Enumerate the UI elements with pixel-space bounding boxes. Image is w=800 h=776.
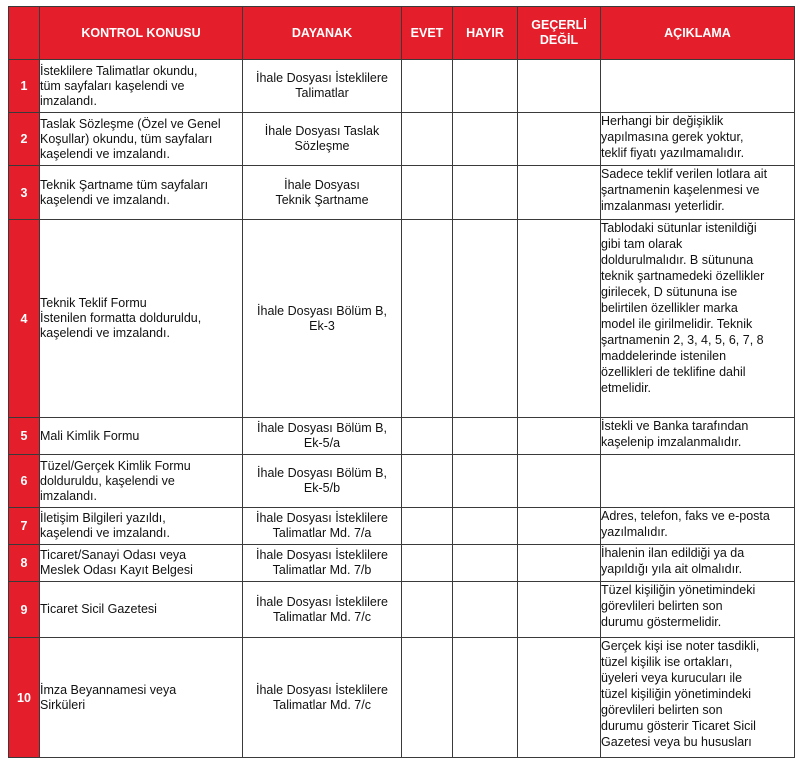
no-checkbox-cell[interactable] — [453, 638, 518, 758]
row-number: 10 — [9, 638, 40, 758]
control-checklist-table — [8, 6, 795, 758]
control-topic: Tüzel/Gerçek Kimlik Formu dolduruldu, kaşelendi ve imzalandı. — [40, 455, 243, 508]
yes-checkbox-cell[interactable] — [402, 60, 453, 113]
basis-reference: İhale Dosyası Teknik Şartname — [243, 166, 402, 220]
not-applicable-checkbox-cell[interactable] — [518, 113, 601, 166]
control-topic: Teknik Şartname tüm sayfaları kaşelendi ve imzalandı. — [40, 166, 243, 220]
table-row — [9, 455, 795, 508]
explanation: İstekli ve Banka tarafından kaşelenip imzalanmalıdır. — [601, 418, 795, 455]
control-topic: İsteklilere Talimatlar okundu, tüm sayfaları kaşelendi ve imzalandı. — [40, 60, 243, 113]
row-number: 7 — [9, 508, 40, 545]
no-checkbox-cell[interactable] — [453, 582, 518, 638]
table-row — [9, 582, 795, 638]
header-basis: DAYANAK — [243, 7, 402, 60]
row-number: 2 — [9, 113, 40, 166]
explanation: Tüzel kişiliğin yönetimindeki görevlileri belirten son durumu göstermelidir. — [601, 582, 795, 638]
table-row — [9, 545, 795, 582]
explanation: İhalenin ilan edildiği ya da yapıldığı yıla ait olmalıdır. — [601, 545, 795, 582]
header-row — [9, 7, 795, 60]
no-checkbox-cell[interactable] — [453, 220, 518, 418]
not-applicable-checkbox-cell[interactable] — [518, 508, 601, 545]
row-number: 4 — [9, 220, 40, 418]
not-applicable-checkbox-cell[interactable] — [518, 455, 601, 508]
basis-reference: İhale Dosyası Bölüm B, Ek-5/b — [243, 455, 402, 508]
control-topic: Ticaret Sicil Gazetesi — [40, 582, 243, 638]
header-explanation: AÇIKLAMA — [601, 7, 795, 60]
explanation: Gerçek kişi ise noter tasdikli, tüzel kişilik ise ortakları, üyeleri veya kurucuları ile tüzel kişiliğin yönetimindeki görevlileri belirten son durumu gösterir Ticaret Sicil Gazetesi veya bu hususları — [601, 638, 795, 758]
yes-checkbox-cell[interactable] — [402, 638, 453, 758]
explanation: Adres, telefon, faks ve e-posta yazılmalıdır. — [601, 508, 795, 545]
not-applicable-checkbox-cell[interactable] — [518, 220, 601, 418]
row-number: 1 — [9, 60, 40, 113]
not-applicable-checkbox-cell[interactable] — [518, 60, 601, 113]
yes-checkbox-cell[interactable] — [402, 166, 453, 220]
table-row — [9, 220, 795, 418]
basis-reference: İhale Dosyası Taslak Sözleşme — [243, 113, 402, 166]
table-row — [9, 113, 795, 166]
not-applicable-checkbox-cell[interactable] — [518, 545, 601, 582]
basis-reference: İhale Dosyası İsteklilere Talimatlar — [243, 60, 402, 113]
no-checkbox-cell[interactable] — [453, 113, 518, 166]
header-no: HAYIR — [453, 7, 518, 60]
explanation — [601, 60, 795, 113]
not-applicable-checkbox-cell[interactable] — [518, 638, 601, 758]
yes-checkbox-cell[interactable] — [402, 508, 453, 545]
not-applicable-checkbox-cell[interactable] — [518, 418, 601, 455]
basis-reference: İhale Dosyası İsteklilere Talimatlar Md. 7/c — [243, 582, 402, 638]
no-checkbox-cell[interactable] — [453, 545, 518, 582]
yes-checkbox-cell[interactable] — [402, 455, 453, 508]
header-not-applicable: GEÇERLİ DEĞİL — [518, 7, 601, 60]
header-control-topic: KONTROL KONUSU — [40, 7, 243, 60]
explanation — [601, 455, 795, 508]
explanation: Sadece teklif verilen lotlara ait şartnamenin kaşelenmesi ve imzalanması yeterlidir. — [601, 166, 795, 220]
control-topic: Mali Kimlik Formu — [40, 418, 243, 455]
row-number: 5 — [9, 418, 40, 455]
yes-checkbox-cell[interactable] — [402, 220, 453, 418]
yes-checkbox-cell[interactable] — [402, 418, 453, 455]
control-topic: Teknik Teklif Formu İstenilen formatta dolduruldu, kaşelendi ve imzalandı. — [40, 220, 243, 418]
row-number: 3 — [9, 166, 40, 220]
control-topic: İletişim Bilgileri yazıldı, kaşelendi ve imzalandı. — [40, 508, 243, 545]
no-checkbox-cell[interactable] — [453, 455, 518, 508]
yes-checkbox-cell[interactable] — [402, 582, 453, 638]
no-checkbox-cell[interactable] — [453, 166, 518, 220]
explanation: Herhangi bir değişiklik yapılmasına gerek yoktur, teklif fiyatı yazılmamalıdır. — [601, 113, 795, 166]
control-topic: Taslak Sözleşme (Özel ve Genel Koşullar) okundu, tüm sayfaları kaşelendi ve imzalandı. — [40, 113, 243, 166]
row-number: 6 — [9, 455, 40, 508]
no-checkbox-cell[interactable] — [453, 508, 518, 545]
basis-reference: İhale Dosyası Bölüm B, Ek-5/a — [243, 418, 402, 455]
table-row — [9, 60, 795, 113]
not-applicable-checkbox-cell[interactable] — [518, 582, 601, 638]
basis-reference: İhale Dosyası İsteklilere Talimatlar Md. 7/c — [243, 638, 402, 758]
basis-reference: İhale Dosyası İsteklilere Talimatlar Md. 7/b — [243, 545, 402, 582]
explanation: Tablodaki sütunlar istenildiği gibi tam olarak doldurulmalıdır. B sütununa teknik şartnamedeki özellikler girilecek, D sütununa ise belirtilen özellikler marka model ile girilmelidir. Teknik şartnamenin 2, 3, 4, 5, 6, 7, 8 maddelerinde istenilen özellikleri de teklifine dahil etmelidir. — [601, 220, 795, 418]
table-row — [9, 166, 795, 220]
control-topic: İmza Beyannamesi veya Sirküleri — [40, 638, 243, 758]
header-number — [9, 7, 40, 60]
header-yes: EVET — [402, 7, 453, 60]
control-topic: Ticaret/Sanayi Odası veya Meslek Odası Kayıt Belgesi — [40, 545, 243, 582]
table-row — [9, 638, 795, 758]
basis-reference: İhale Dosyası Bölüm B, Ek-3 — [243, 220, 402, 418]
yes-checkbox-cell[interactable] — [402, 545, 453, 582]
no-checkbox-cell[interactable] — [453, 60, 518, 113]
not-applicable-checkbox-cell[interactable] — [518, 166, 601, 220]
table-row — [9, 508, 795, 545]
row-number: 9 — [9, 582, 40, 638]
yes-checkbox-cell[interactable] — [402, 113, 453, 166]
no-checkbox-cell[interactable] — [453, 418, 518, 455]
row-number: 8 — [9, 545, 40, 582]
basis-reference: İhale Dosyası İsteklilere Talimatlar Md. 7/a — [243, 508, 402, 545]
table-row — [9, 418, 795, 455]
